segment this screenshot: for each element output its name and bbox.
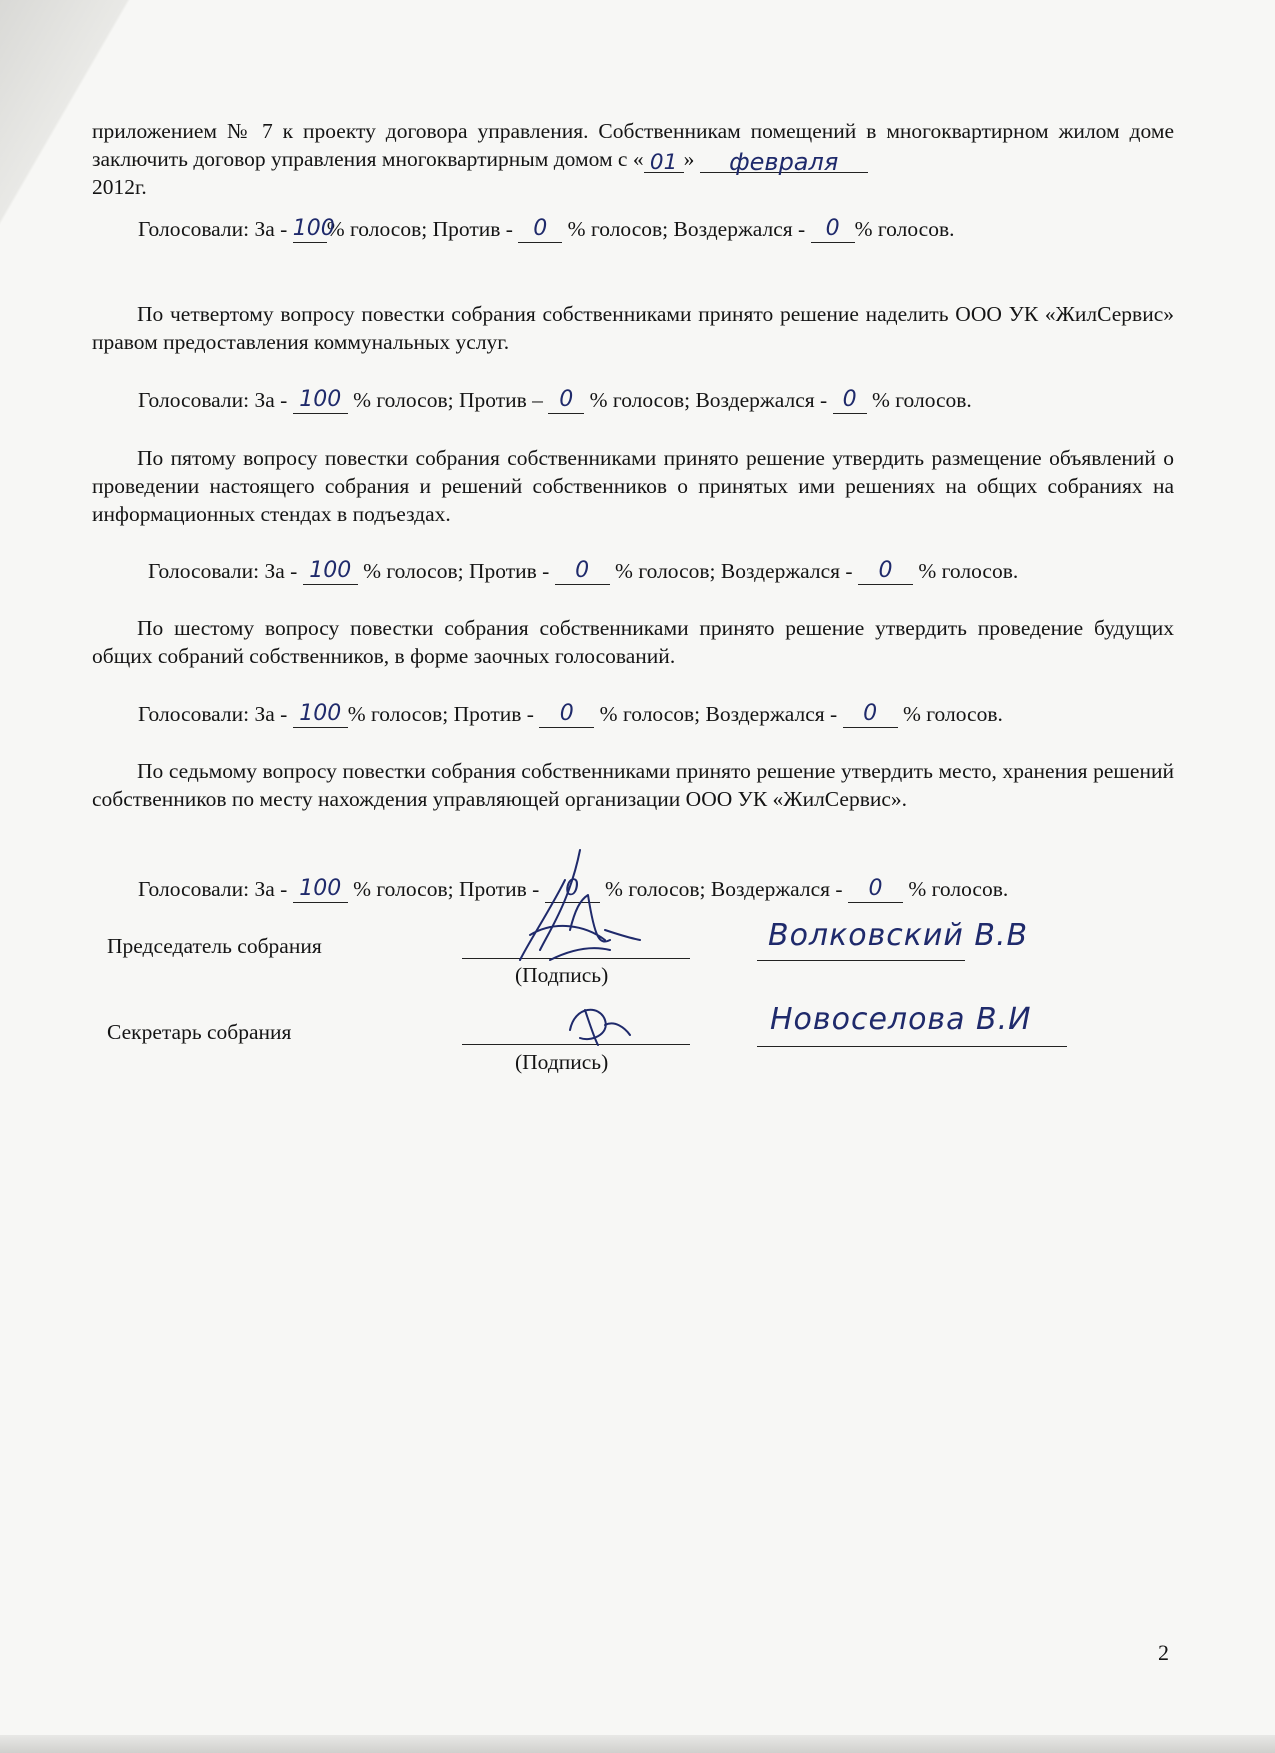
- intro-year: 2012г.: [92, 175, 147, 199]
- vote-against-suffix: % голосов; Воздержался -: [567, 217, 806, 241]
- vote-against-field: [555, 560, 610, 585]
- vote-against-suffix: % голосов; Воздержался -: [615, 559, 853, 583]
- intro-mid: »: [683, 147, 700, 171]
- vote-against-value: 0: [533, 216, 548, 241]
- vote-abstain-value: 0: [825, 216, 840, 241]
- vote-for-suffix: % голосов; Против -: [326, 217, 513, 241]
- chair-signature: [510, 840, 650, 970]
- page-number: 2: [1158, 1640, 1169, 1665]
- vote-for-field: [292, 216, 335, 243]
- contract-day-value: 01: [649, 150, 678, 175]
- vote-line-3: [138, 215, 954, 243]
- contract-month-field: [700, 148, 868, 176]
- vote-against-suffix: % голосов; Воздержался -: [605, 877, 843, 901]
- vote-for-field: [293, 878, 348, 903]
- secretary-signature-caption: (Подпись): [515, 1050, 609, 1074]
- vote-abstain-suffix: % голосов.: [902, 702, 1003, 726]
- vote-prefix: Голосовали: За -: [138, 388, 288, 412]
- vote-against-field: [518, 218, 562, 243]
- secretary-signature: [560, 1000, 640, 1050]
- scan-edge: [0, 1735, 1275, 1753]
- vote-line-6: [138, 700, 1003, 728]
- vote-abstain-field: [843, 703, 898, 728]
- contract-day-field: [644, 148, 684, 173]
- vote-for-value: 100: [299, 876, 342, 901]
- vote-against-value: 0: [565, 876, 580, 901]
- vote-prefix: Голосовали: За -: [138, 702, 288, 726]
- chair-label: Председатель собрания: [107, 934, 322, 958]
- vote-for-value: 100: [299, 387, 342, 412]
- intro-text: приложением № 7 к проекту договора управления. Собственникам помещений в многоквартирном жилом доме заключить договор управления многоквартирным домом с «: [92, 119, 1174, 171]
- vote-abstain-field: [833, 389, 867, 414]
- chair-signature-caption: (Подпись): [515, 963, 609, 987]
- vote-prefix: Голосовали: За -: [138, 217, 288, 241]
- vote-abstain-suffix: % голосов.: [871, 388, 972, 412]
- vote-abstain-value: 0: [868, 876, 883, 901]
- vote-against-value: 0: [559, 701, 574, 726]
- vote-against-suffix: % голосов; Воздержался -: [599, 702, 838, 726]
- vote-line-5: [148, 557, 1018, 585]
- vote-for-value: 100: [299, 701, 342, 726]
- vote-against-field: [539, 703, 594, 728]
- secretary-name: Новоселова В.И: [770, 1002, 1032, 1037]
- vote-abstain-suffix: % голосов.: [854, 217, 955, 241]
- vote-against-field: [548, 389, 584, 414]
- vote-for-field: [293, 703, 348, 728]
- vote-for-value: 100: [309, 558, 352, 583]
- vote-against-value: 0: [575, 558, 590, 583]
- vote-abstain-field: [848, 878, 903, 903]
- vote-abstain-suffix: % голосов.: [918, 559, 1019, 583]
- question-5-paragraph: По пятому вопросу повестки собрания собственниками принято решение утвердить размещение объявлений о проведении настоящего собрания и решений собственников о принятых ими решениях на общих собраниях на информационных стендах в подъездах.: [92, 446, 1174, 526]
- vote-line-4: [138, 386, 972, 414]
- vote-for-field: [293, 389, 348, 414]
- vote-for-value: 100: [292, 216, 335, 241]
- vote-abstain-field: [811, 218, 855, 243]
- vote-abstain-suffix: % голосов.: [908, 877, 1009, 901]
- vote-prefix: Голосовали: За -: [138, 877, 288, 901]
- contract-month-value: февраля: [729, 148, 839, 176]
- secretary-name-line: [757, 1046, 1067, 1047]
- secretary-label: Секретарь собрания: [107, 1020, 292, 1044]
- vote-for-suffix: % голосов; Против –: [353, 388, 543, 412]
- vote-for-suffix: % голосов; Против -: [353, 877, 540, 901]
- vote-prefix: Голосовали: За -: [148, 559, 298, 583]
- vote-for-suffix: % голосов; Против -: [363, 559, 550, 583]
- vote-for-suffix: % голосов; Против -: [347, 702, 534, 726]
- question-4-paragraph: По четвертому вопросу повестки собрания собственниками принято решение наделить ООО УК «ЖилСервис» правом предоставления коммунальных услуг.: [92, 302, 1174, 354]
- vote-abstain-field: [858, 560, 913, 585]
- vote-abstain-value: 0: [842, 387, 857, 412]
- intro-paragraph: [92, 117, 1174, 201]
- vote-against-suffix: % голосов; Воздержался -: [589, 388, 828, 412]
- vote-for-field: [303, 560, 358, 585]
- chair-name: Волковский В.В: [768, 918, 1029, 953]
- vote-abstain-value: 0: [878, 558, 893, 583]
- question-6-paragraph: По шестому вопросу повестки собрания собственниками принято решение утвердить проведение будущих общих собраний собственников, в форме заочных голосований.: [92, 616, 1174, 668]
- question-7-paragraph: По седьмому вопросу повестки собрания собственниками принято решение утвердить место, хранения решений собственников по месту нахождения управляющей организации ООО УК «ЖилСервис».: [92, 759, 1174, 811]
- vote-against-value: 0: [559, 387, 574, 412]
- vote-abstain-value: 0: [863, 701, 878, 726]
- chair-name-line: [757, 960, 965, 961]
